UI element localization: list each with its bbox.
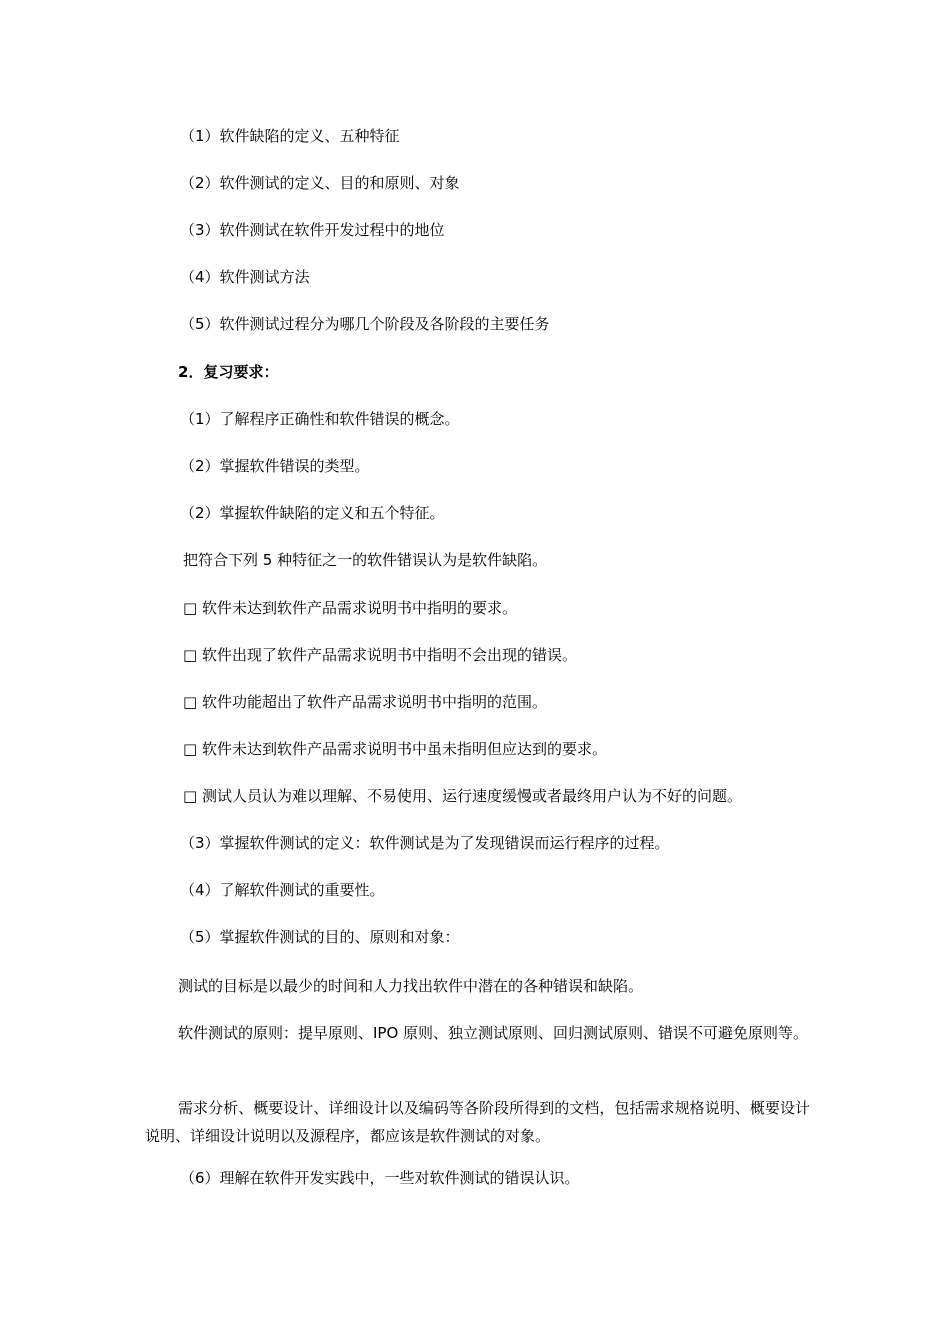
requirement-4: （3）掌握软件测试的定义：软件测试是为了发现错误而运行程序的过程。 [180,834,670,852]
requirement-7: （6）理解在软件开发实践中，一些对软件测试的错误认识。 [180,1169,580,1187]
defect-feature-4: □ 软件未达到软件产品需求说明书中虽未指明但应达到的要求。 [183,740,607,758]
requirement-5: （4）了解软件测试的重要性。 [180,881,385,899]
topic-4: （4）软件测试方法 [180,268,310,286]
defect-feature-2: □ 软件出现了软件产品需求说明书中指明不会出现的错误。 [183,646,577,664]
topic-1: （1）软件缺陷的定义、五种特征 [180,127,400,145]
defect-intro: 把符合下列 5 种特征之一的软件错误认为是软件缺陷。 [183,551,548,569]
defect-feature-1: □ 软件未达到软件产品需求说明书中指明的要求。 [183,599,517,617]
principles-paragraph: 软件测试的原则：提早原则、IPO 原则、独立测试原则、回归测试原则、错误不可避免原则等。 [178,1024,809,1042]
section-number: 2 [178,363,189,381]
section-heading [178,362,278,382]
requirement-1: （1）了解程序正确性和软件错误的概念。 [180,410,460,428]
section-title: ．复习要求： [188,363,279,381]
requirement-2: （2）掌握软件错误的类型。 [180,457,370,475]
goal-paragraph: 测试的目标是以最少的时间和人力找出软件中潜在的各种错误和缺陷。 [178,977,644,995]
objects-paragraph: 需求分析、概要设计、详细设计以及编码等各阶段所得到的文档，包括需求规格说明、概要设计说明、详细设计说明以及源程序，都应该是软件测试的对象。 [145,1099,810,1145]
defect-feature-3: □ 软件功能超出了软件产品需求说明书中指明的范围。 [183,693,547,711]
defect-feature-5: □ 测试人员认为难以理解、不易使用、运行速度缓慢或者最终用户认为不好的问题。 [183,787,742,805]
requirement-3: （2）掌握软件缺陷的定义和五个特征。 [180,504,445,522]
topic-5: （5）软件测试过程分为哪几个阶段及各阶段的主要任务 [180,315,550,333]
topic-3: （3）软件测试在软件开发过程中的地位 [180,221,445,239]
topic-2: （2）软件测试的定义、目的和原则、对象 [180,174,460,192]
requirement-6: （5）掌握软件测试的目的、原则和对象： [180,928,460,946]
